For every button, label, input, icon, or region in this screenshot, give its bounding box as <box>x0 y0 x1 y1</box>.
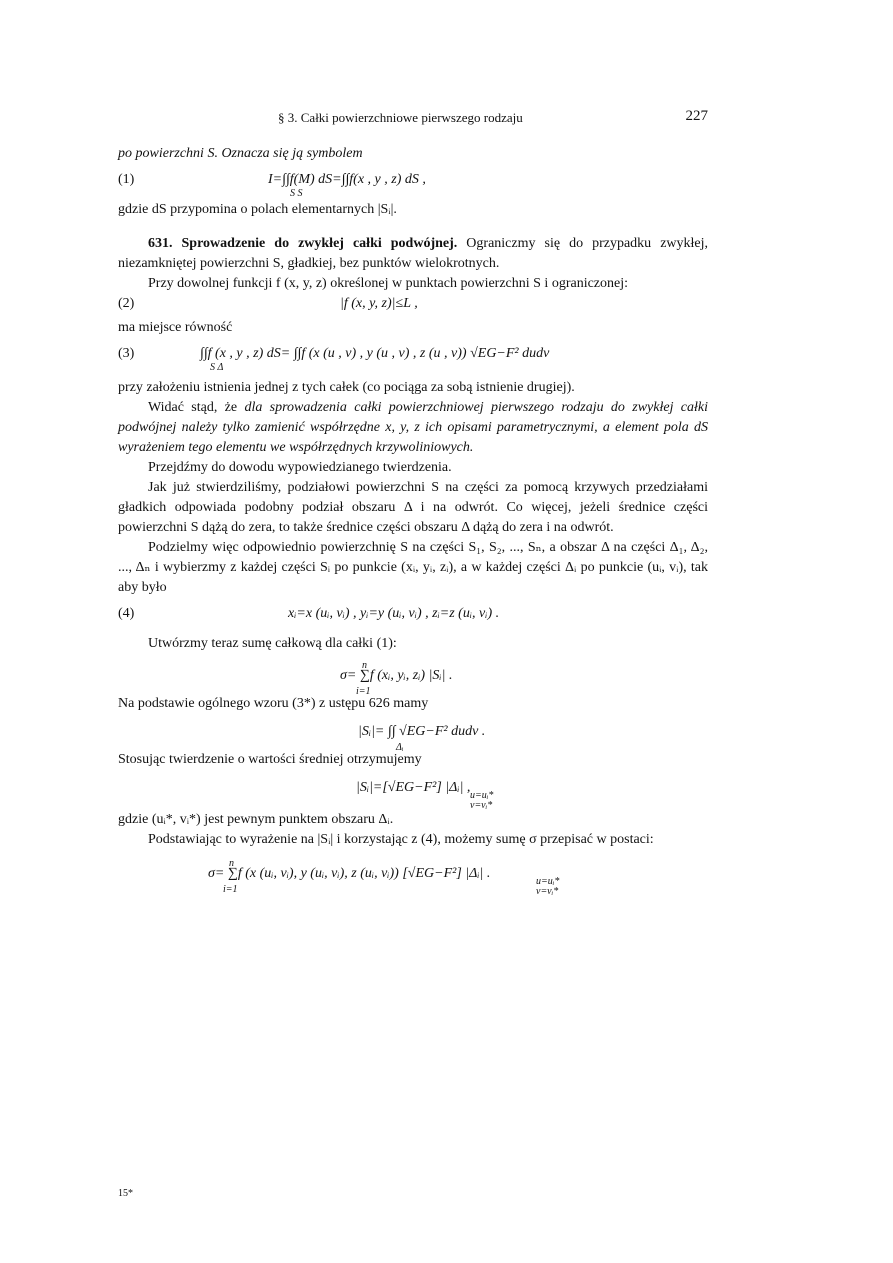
footer-signature: 15* <box>118 1188 133 1199</box>
equation-body: |Sᵢ|=[√EG−F²] |Δᵢ| , <box>356 780 471 795</box>
equation-body: I=∫∫f(M) dS=∫∫f(x , y , z) dS , <box>268 172 426 187</box>
equation-body: ∫∫f (x , y , z) dS= ∫∫f (x (u , v) , y (u , v) , z (u , v)) √EG−F² dudv <box>200 346 550 361</box>
equation-body: σ= ∑f (x (uᵢ, vᵢ), y (uᵢ, vᵢ), z (uᵢ, vᵢ)) [√EG−F²] |Δᵢ| . <box>208 866 491 881</box>
page-body <box>118 108 709 897</box>
equation-number: (4) <box>118 606 135 621</box>
section-text: Ograniczmy się do przypadku zwykłej, niezamkniętej powierzchni S, gładkiej, bez punktów wielokrotnych. <box>118 236 709 271</box>
equation-body: xᵢ=x (uᵢ, vᵢ) , yᵢ=y (uᵢ, vᵢ) , zᵢ=z (uᵢ, vᵢ) . <box>288 606 500 621</box>
equation-subscript: v=vᵢ* <box>536 886 559 897</box>
text-line: po powierzchni S. Oznacza się ją symbolem <box>118 146 363 161</box>
equation-8 <box>118 850 708 897</box>
equation-subscript: u=uᵢ* <box>470 790 494 801</box>
equation-4 <box>118 604 708 628</box>
equation-subscript: S S <box>290 188 303 199</box>
equation-number: (3) <box>118 346 135 361</box>
paragraph-lead: Widać stąd, że <box>148 400 245 415</box>
equation-6 <box>118 714 708 753</box>
equation-body: |Sᵢ|= ∫∫ √EG−F² dudv . <box>358 724 486 739</box>
equation-body: |f (x, y, z)|≤L , <box>340 296 418 311</box>
equation-number: (1) <box>118 172 135 187</box>
equation-1 <box>118 170 708 199</box>
text-line: gdzie dS przypomina o polach elementarnych |Sᵢ|. <box>118 202 397 217</box>
section-paragraph <box>118 234 708 274</box>
paragraph: Stosując twierdzenie o wartości średniej otrzymujemy <box>118 752 422 767</box>
equation-subscript: v=vᵢ* <box>470 800 493 811</box>
header-title: § 3. Całki powierzchniowe pierwszego rodzaju <box>278 110 523 125</box>
paragraph: Podstawiając to wyrażenie na |Sᵢ| i korzystając z (4), możemy sumę σ przepisać w postaci: <box>148 832 654 847</box>
paragraph: Przejdźmy do dowodu wypowiedzianego twierdzenia. <box>148 460 452 475</box>
sum-upper: n <box>362 660 367 671</box>
equation-subscript: Δᵢ <box>396 742 404 753</box>
equation-2 <box>118 294 708 318</box>
sum-upper: n <box>229 858 234 869</box>
equation-subscript: S Δ <box>210 362 224 373</box>
equation-subscript: u=uᵢ* <box>536 876 560 887</box>
sum-lower: i=1 <box>223 884 238 895</box>
equation-5 <box>118 654 708 697</box>
section-number: 631. <box>148 236 173 251</box>
paragraph-emphasis: dla sprowadzenia całki powierzchniowej pierwszego rodzaju do zwykłej całki podwójnej należy tylko zamienić współrzędne x, y, z ich opisami parametrycznymi, a element pola dS wyrażeniem tego elementu we współrzędnych krzywoliniowych. <box>118 400 708 455</box>
text-line: ma miejsce równość <box>118 320 233 335</box>
sum-lower: i=1 <box>356 686 371 697</box>
equation-body: σ= ∑f (xᵢ, yᵢ, zᵢ) |Sᵢ| . <box>340 668 453 683</box>
paragraph: Podzielmy więc odpowiednio powierzchnię S na części S₁, S₂, ..., Sₙ, a obszar Δ na części Δ₁, Δ₂, ..., Δₙ i wybierzmy z każdej części Sᵢ po punkcie (xᵢ, yᵢ, zᵢ), a w każdej części Δᵢ po punkcie (uᵢ, vᵢ), tak aby było <box>118 540 708 595</box>
equation-3 <box>118 344 708 373</box>
equation-number: (2) <box>118 296 135 311</box>
paragraph: Jak już stwierdziliśmy, podziałowi powierzchni S na części za pomocą krzywych przedziałami gładkich odpowiada podobny podział obszaru Δ i na odwrót. Co więcej, jeżeli średnice części powierzchni S dążą do zera, to także średnice części obszaru Δ dążą do zera i na odwrót. <box>118 480 708 535</box>
paragraph: Przy dowolnej funkcji f (x, y, z) określonej w punktach powierzchni S i ograniczonej: <box>148 276 629 291</box>
paragraph: Na podstawie ogólnego wzoru (3*) z ustępu 626 mamy <box>118 696 429 711</box>
paragraph: gdzie (uᵢ*, vᵢ*) jest pewnym punktem obszaru Δᵢ. <box>118 812 394 827</box>
paragraph-italic <box>118 398 708 458</box>
section-title: Sprowadzenie do zwykłej całki podwójnej. <box>181 236 458 251</box>
running-header <box>118 108 708 130</box>
equation-7 <box>118 770 708 810</box>
page-number: 227 <box>685 108 708 124</box>
paragraph: Utwórzmy teraz sumę całkową dla całki (1): <box>148 636 397 651</box>
paragraph: przy założeniu istnienia jednej z tych całek (co pociąga za sobą istnienie drugiej). <box>118 380 575 395</box>
